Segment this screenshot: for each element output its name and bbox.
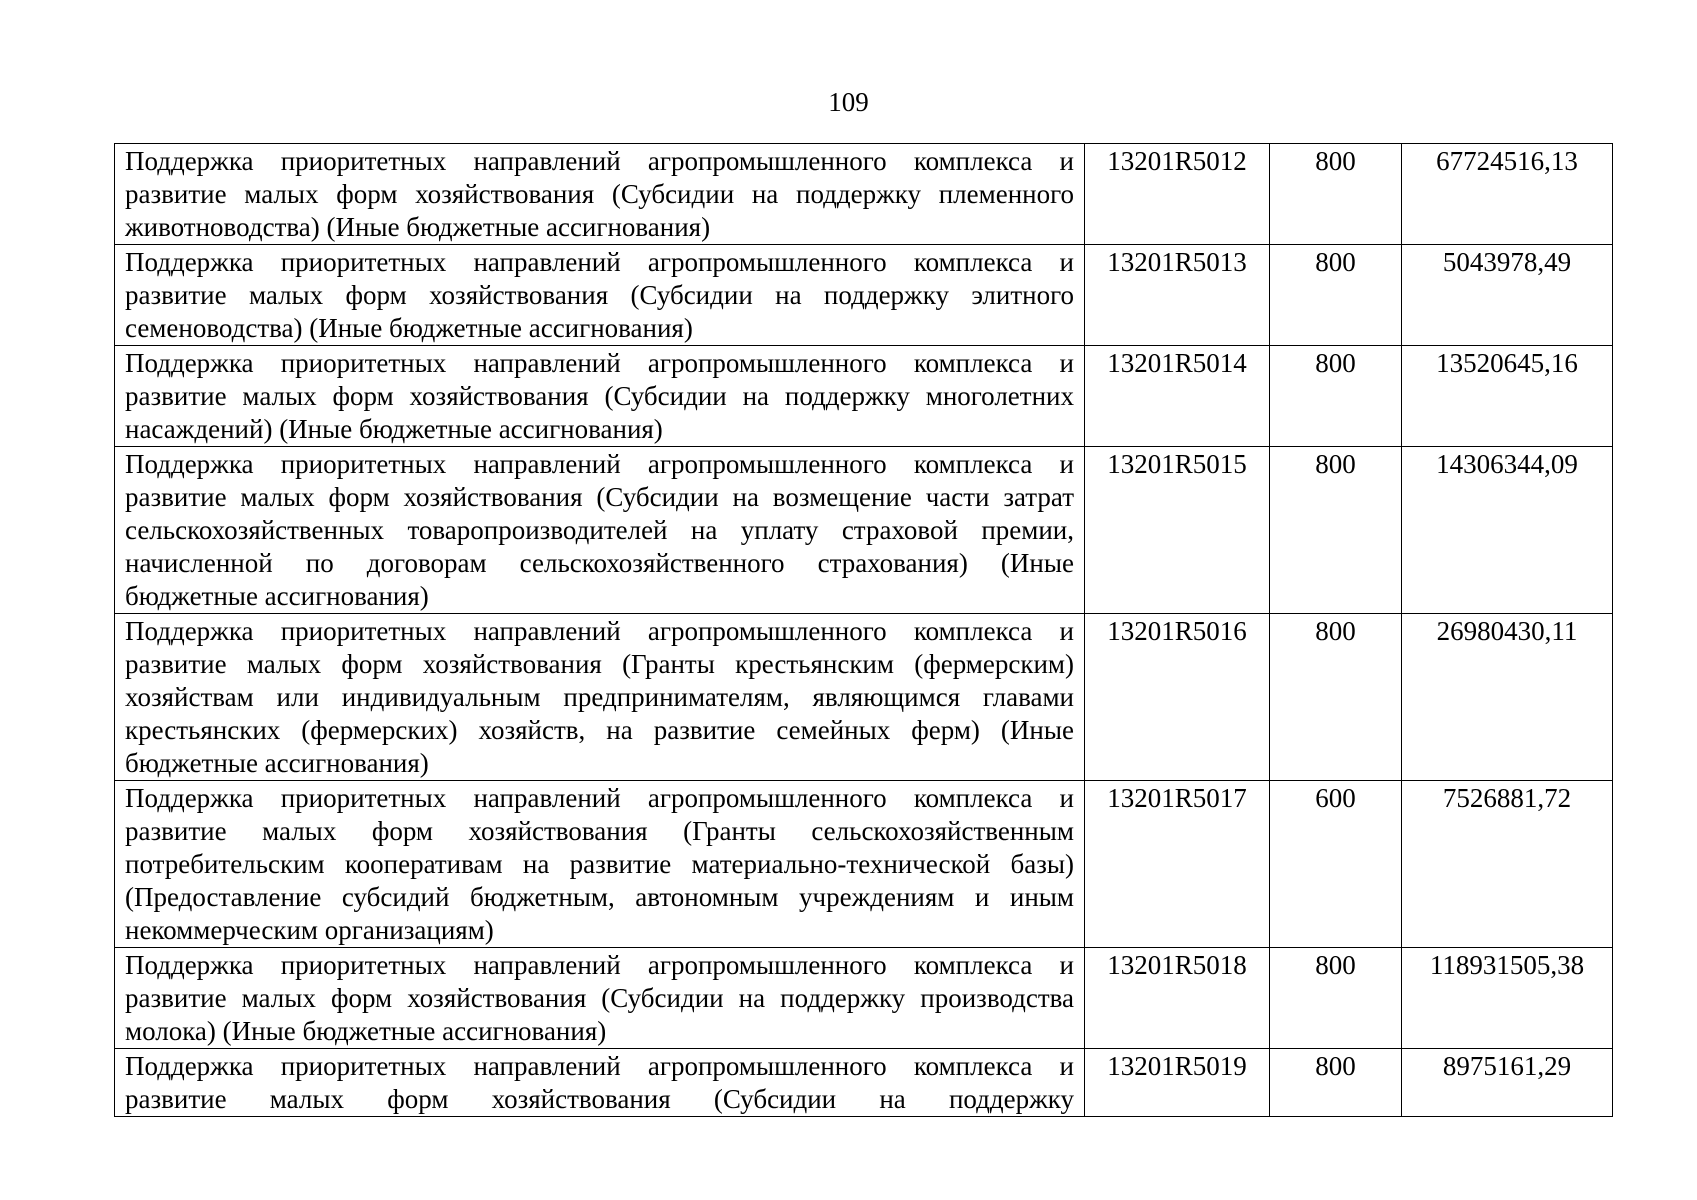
row-code: 13201R5012 — [1085, 144, 1270, 245]
row-code: 13201R5014 — [1085, 346, 1270, 447]
row-description: Поддержка приоритетных направлений агропромышленного комплекса и развитие малых форм хозяйствования (Субсидии на поддержку производства молока) (Иные бюджетные ассигнования) — [115, 948, 1085, 1049]
row-amount: 26980430,11 — [1402, 614, 1613, 781]
table-row — [115, 1049, 1613, 1117]
row-code: 13201R5018 — [1085, 948, 1270, 1049]
row-description: Поддержка приоритетных направлений агропромышленного комплекса и развитие малых форм хозяйствования (Субсидии на поддержку племенного животноводства) (Иные бюджетные ассигнования) — [115, 144, 1085, 245]
row-expense-type: 800 — [1270, 346, 1402, 447]
table-row — [115, 447, 1613, 614]
page-number: 109 — [828, 87, 869, 117]
row-amount: 67724516,13 — [1402, 144, 1613, 245]
row-code: 13201R5019 — [1085, 1049, 1270, 1117]
row-amount: 5043978,49 — [1402, 245, 1613, 346]
row-amount: 8975161,29 — [1402, 1049, 1613, 1117]
row-amount: 118931505,38 — [1402, 948, 1613, 1049]
row-description: Поддержка приоритетных направлений агропромышленного комплекса и развитие малых форм хозяйствования (Субсидии на поддержку многолетних насаждений) (Иные бюджетные ассигнования) — [115, 346, 1085, 447]
row-expense-type: 800 — [1270, 447, 1402, 614]
table-row — [115, 781, 1613, 948]
row-expense-type: 800 — [1270, 948, 1402, 1049]
table-row — [115, 614, 1613, 781]
row-description: Поддержка приоритетных направлений агропромышленного комплекса и развитие малых форм хозяйствования (Гранты крестьянским (фермерским) хозяйствам или индивидуальным предпринимателям, являющимся главами крестьянских (фермерских) хозяйств, на развитие семейных ферм) (Иные бюджетные ассигнования) — [115, 614, 1085, 781]
table-row — [115, 144, 1613, 245]
row-expense-type: 800 — [1270, 1049, 1402, 1117]
row-code: 13201R5017 — [1085, 781, 1270, 948]
row-amount: 7526881,72 — [1402, 781, 1613, 948]
row-expense-type: 800 — [1270, 614, 1402, 781]
table-row — [115, 346, 1613, 447]
row-description: Поддержка приоритетных направлений агропромышленного комплекса и развитие малых форм хозяйствования (Субсидии на возмещение части затрат сельскохозяйственных товаропроизводителей на уплату страховой премии, начисленной по договорам сельскохозяйственного страхования) (Иные бюджетные ассигнования) — [115, 447, 1085, 614]
row-expense-type: 600 — [1270, 781, 1402, 948]
row-expense-type: 800 — [1270, 144, 1402, 245]
row-amount: 13520645,16 — [1402, 346, 1613, 447]
row-description: Поддержка приоритетных направлений агропромышленного комплекса и развитие малых форм хозяйствования (Субсидии на поддержку — [115, 1049, 1085, 1117]
budget-table — [114, 143, 1613, 1117]
table-row — [115, 245, 1613, 346]
row-code: 13201R5016 — [1085, 614, 1270, 781]
table-row — [115, 948, 1613, 1049]
row-code: 13201R5015 — [1085, 447, 1270, 614]
row-description: Поддержка приоритетных направлений агропромышленного комплекса и развитие малых форм хозяйствования (Субсидии на поддержку элитного семеноводства) (Иные бюджетные ассигнования) — [115, 245, 1085, 346]
row-amount: 14306344,09 — [1402, 447, 1613, 614]
row-description: Поддержка приоритетных направлений агропромышленного комплекса и развитие малых форм хозяйствования (Гранты сельскохозяйственным потребительским кооперативам на развитие материально-технической базы) (Предоставление субсидий бюджетным, автономным учреждениям и иным некоммерческим организациям) — [115, 781, 1085, 948]
row-code: 13201R5013 — [1085, 245, 1270, 346]
row-expense-type: 800 — [1270, 245, 1402, 346]
